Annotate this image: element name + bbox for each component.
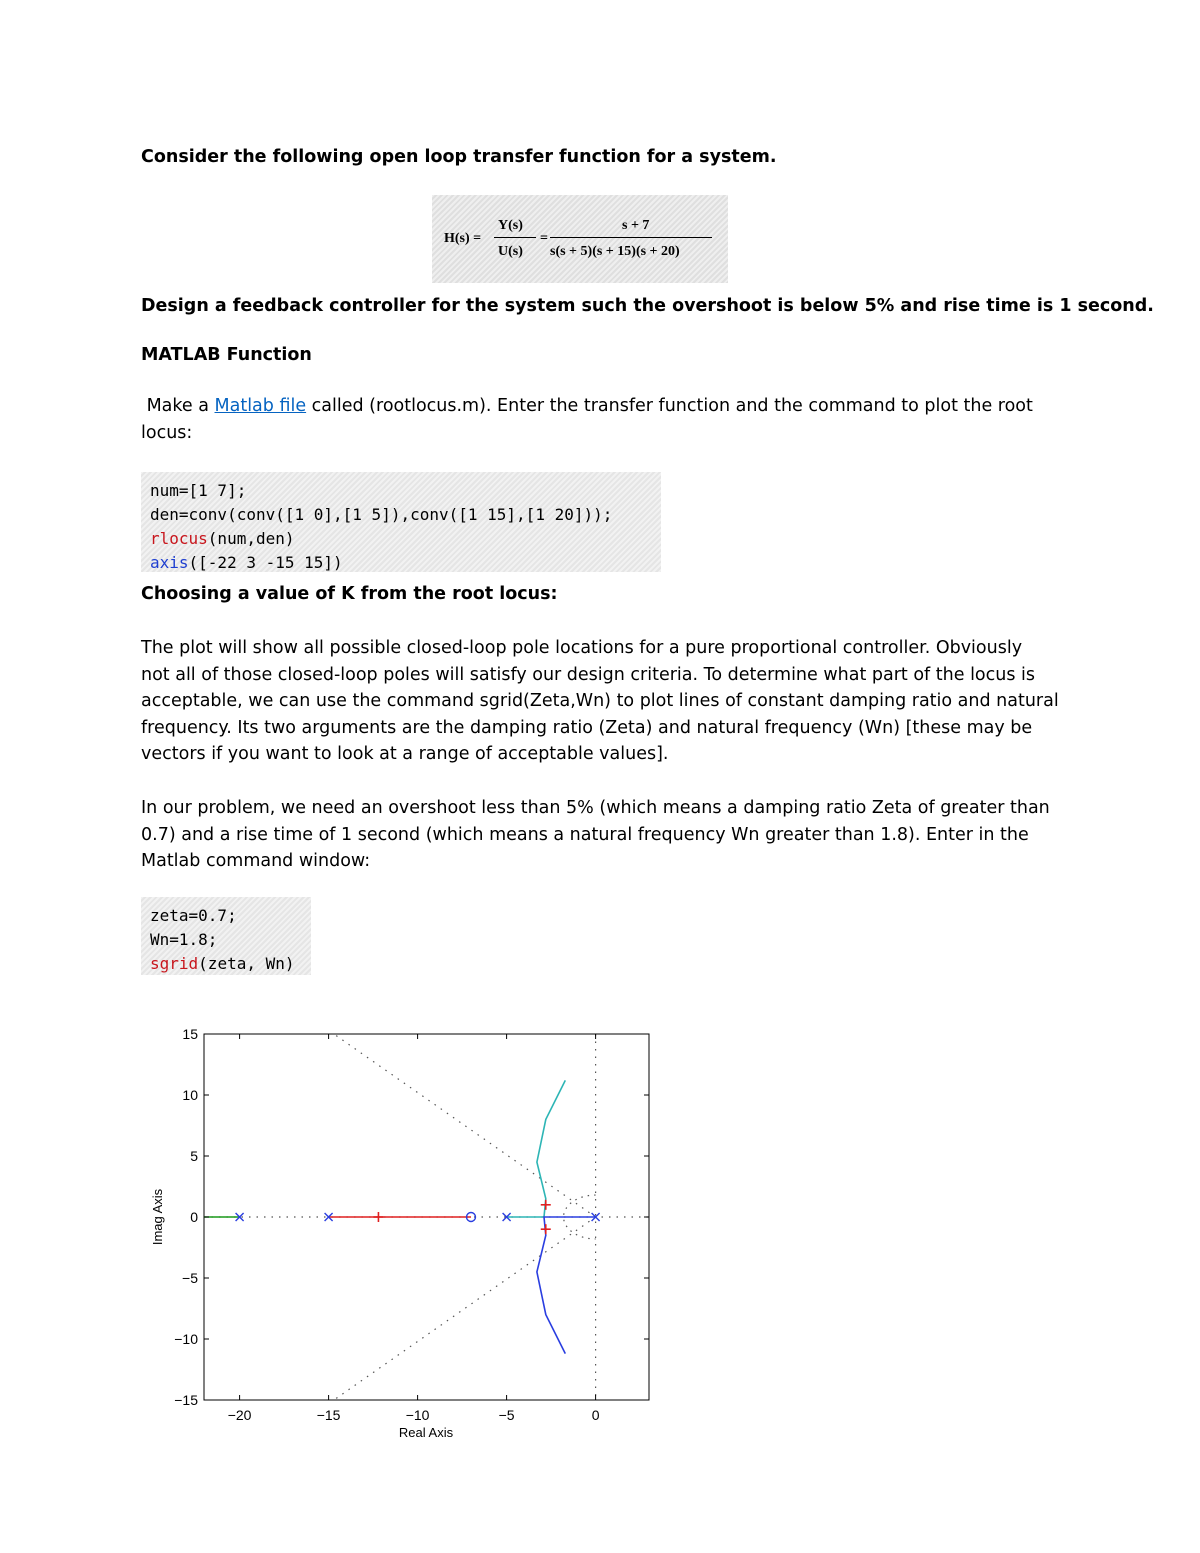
intro-text: Consider the following open loop transfer function for a system. <box>141 147 777 167</box>
x-tick-label: −10 <box>405 1407 430 1423</box>
y-tick-label: −5 <box>182 1270 198 1286</box>
x-tick-label: −20 <box>227 1407 252 1423</box>
code-line-num: num=[1 7]; <box>150 481 247 500</box>
make-file-prefix: Make a <box>141 396 215 416</box>
choosing-k-heading: Choosing a value of K from the root locus: <box>141 584 558 604</box>
make-file-suffix: called (rootlocus.m). Enter the transfer function and the command to plot the root <box>306 396 1033 416</box>
paragraph-line: The plot will show all possible closed-loop pole locations for a pure proportional controller. Obviously <box>141 638 1023 658</box>
code-fn-axis: axis <box>150 553 189 572</box>
y-tick-label: 5 <box>190 1148 198 1164</box>
equation-rhs-fraction-bar <box>550 237 712 238</box>
paragraph-line: 0.7) and a rise time of 1 second (which means a natural frequency Wn greater than 1.8). Enter in the <box>141 824 1029 845</box>
matlab-function-heading: MATLAB Function <box>141 345 312 365</box>
code-line-rlocus <box>150 527 652 551</box>
matlab-file-link[interactable]: Matlab file <box>214 396 307 416</box>
equation-rhs-numerator: s + 7 <box>622 218 650 233</box>
paragraph-line: frequency. Its two arguments are the damping ratio (Zeta) and natural frequency (Wn) [these may be <box>141 717 1033 738</box>
code-block-sgrid <box>141 897 311 975</box>
equation-equals: = <box>540 231 548 246</box>
equation-mid-numerator: Y(s) <box>498 218 523 233</box>
code-block-rootlocus <box>141 472 661 572</box>
code-line-wn: Wn=1.8; <box>150 930 218 949</box>
x-tick-label: −5 <box>498 1407 515 1423</box>
equation-mid-fraction-bar <box>494 237 536 238</box>
paragraph-line: In our problem, we need an overshoot less than 5% (which means a damping ratio Zeta of greater than <box>141 798 1050 818</box>
y-tick-label: −10 <box>174 1331 198 1347</box>
code-line-sgrid <box>150 952 302 976</box>
code-args-sgrid: (zeta, Wn) <box>198 954 295 973</box>
y-tick-label: 10 <box>182 1087 198 1103</box>
y-tick-label: 0 <box>190 1209 198 1225</box>
code-fn-rlocus: rlocus <box>150 529 208 548</box>
equation-mid-denominator: U(s) <box>498 244 523 259</box>
y-axis-label: Imag Axis <box>150 1188 165 1246</box>
y-tick-label: 15 <box>182 1026 198 1042</box>
equation-lhs: H(s) = <box>444 231 482 246</box>
root-locus-plot <box>140 1015 670 1455</box>
make-file-paragraph <box>141 393 1061 420</box>
x-tick-label: 0 <box>591 1407 600 1423</box>
code-line-axis <box>150 551 652 575</box>
x-axis-label: Real Axis <box>398 1425 454 1440</box>
code-fn-sgrid: sgrid <box>150 954 199 973</box>
equation-rhs-denominator: s(s + 5)(s + 15)(s + 20) <box>550 244 680 259</box>
sgrid-explanation-paragraph <box>141 635 1059 768</box>
paragraph-line: vectors if you want to look at a range of acceptable values]. <box>141 744 669 764</box>
paragraph-line: acceptable, we can use the command sgrid(Zeta,Wn) to plot lines of constant damping ratio and natural <box>141 691 1059 711</box>
paragraph-line: Matlab command window: <box>141 851 371 871</box>
code-line-zeta: zeta=0.7; <box>150 906 237 925</box>
y-tick-label: −15 <box>174 1392 198 1408</box>
x-tick-label: −15 <box>316 1407 341 1423</box>
code-args-axis: ([-22 3 -15 15]) <box>188 553 343 572</box>
design-goal-text: Design a feedback controller for the system such the overshoot is below 5% and rise time is 1 second. <box>141 296 1154 316</box>
design-criteria-paragraph <box>141 795 1050 875</box>
code-line-den: den=conv(conv([1 0],[1 5]),conv([1 15],[1 20])); <box>150 505 613 524</box>
make-file-continuation: locus: <box>141 423 193 443</box>
transfer-function-equation <box>432 195 728 283</box>
code-args-rlocus: (num,den) <box>207 529 295 548</box>
paragraph-line: not all of those closed-loop poles will satisfy our design criteria. To determine what part of the locus is <box>141 664 1036 685</box>
